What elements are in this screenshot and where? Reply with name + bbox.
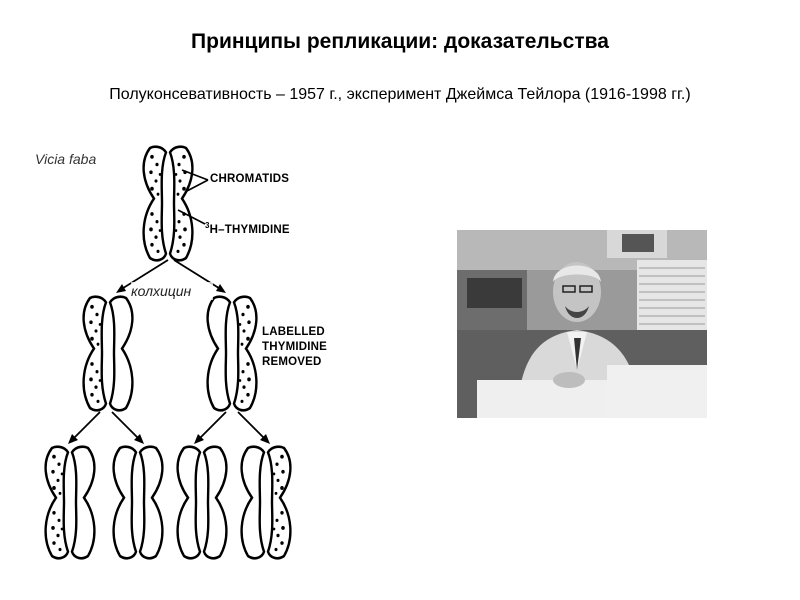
slide-title: Принципы репликации: доказательства <box>191 30 609 53</box>
arrows-level2 <box>72 412 266 440</box>
chromosome-top <box>144 147 193 261</box>
chromatids-label: CHROMATIDS <box>210 173 290 185</box>
labelled-thymidine-removed-label: LABELLED THYMIDINE REMOVED <box>262 326 328 368</box>
arrowheads-level2 <box>68 434 270 444</box>
chromosome-bottom-3 <box>178 447 227 559</box>
colchicine-label: колхицин <box>131 282 213 300</box>
chromosome-bottom-1 <box>46 447 95 559</box>
chromosome-bottom-4 <box>242 447 291 559</box>
slide-subtitle: Полуконсевативность – 1957 г., эксперимент Джеймса Тейлора (1916-1998 гг.) <box>109 86 691 103</box>
chromosome-bottom-2 <box>114 447 163 559</box>
portrait-photo <box>457 230 707 418</box>
portrait-illustration <box>457 230 707 418</box>
chromosome-mid-left <box>84 297 133 411</box>
thymidine-label: $^3$H–THYMIDINE <box>205 221 290 236</box>
species-label: Vicia faba <box>35 151 97 167</box>
chromosome-mid-right <box>208 297 257 411</box>
